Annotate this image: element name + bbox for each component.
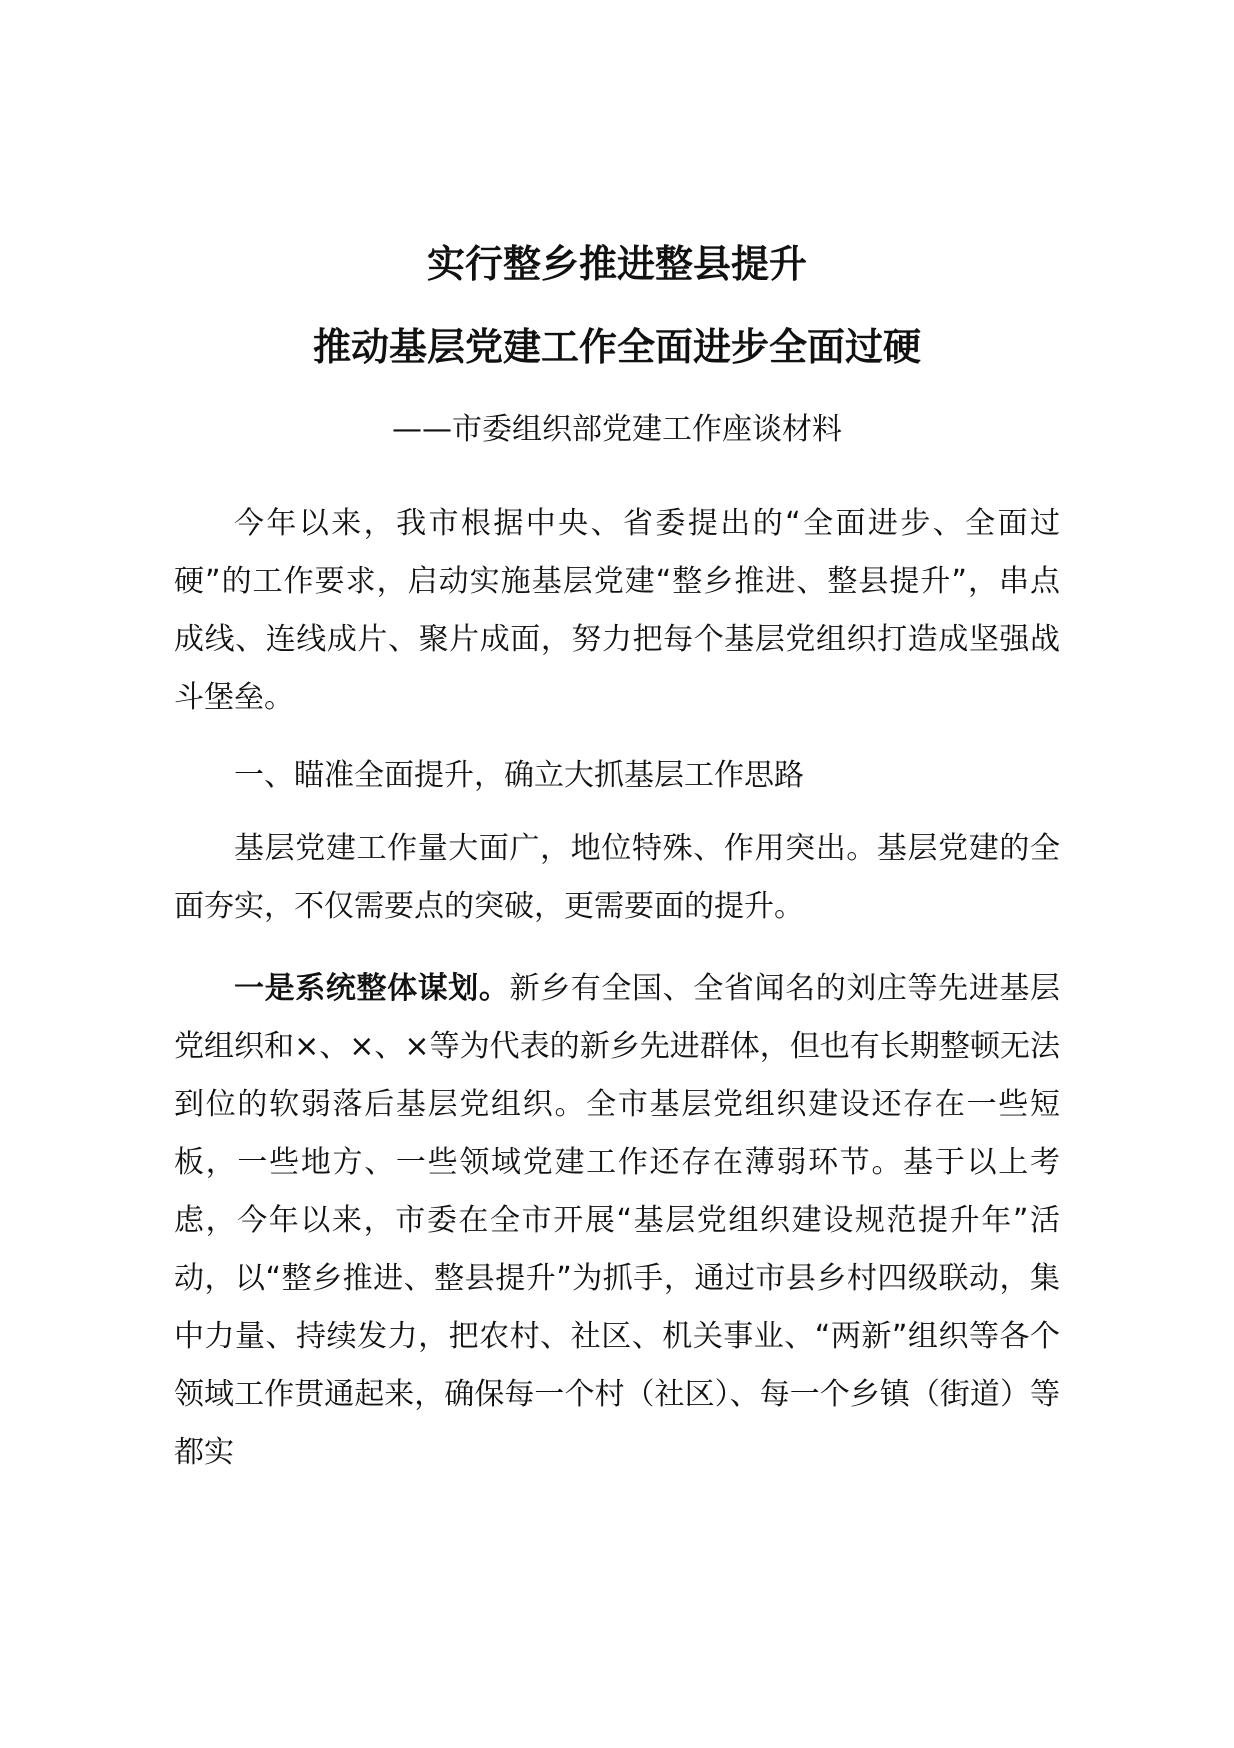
section-heading-1: 一、瞄准全面提升，确立大抓基层工作思路 <box>234 758 804 793</box>
intro-paragraph: 今年以来，我市根据中央、省委提出的“全面进步、全面过硬”的工作要求，启动实施基层党建“整乡推进、整县提升”，串点成线、连线成片、聚片成面，努力把每个基层党组织打造成坚强战斗堡垒。 <box>174 506 1060 715</box>
point-1-paragraph <box>174 960 1060 1482</box>
title-line-1: 实行整乡推进整县提升 <box>426 242 807 286</box>
section-1-paragraph: 基层党建工作量大面广，地位特殊、作用突出。基层党建的全面夯实，不仅需要点的突破，更需要面的提升。 <box>174 831 1060 924</box>
title-line-2: 推动基层党建工作全面进步全面过硬 <box>312 325 921 369</box>
point-1-text: 新乡有全国、全省闻名的刘庄等先进基层党组织和×、×、×等为代表的新乡先进群体，但也有长期整顿无法到位的软弱落后基层党组织。全市基层党组织建设还存在一些短板，一些地方、一些领域党建工作还存在薄弱环节。基于以上考虑，今年以来，市委在全市开展“基层党组织建设规范提升年”活动，以“整乡推进、整县提升”为抓手，通过市县乡村四级联动，集中力量、持续发力，把农村、社区、机关事业、“两新”组织等各个领域工作贯通起来，确保每一个村（社区）、每一个乡镇（街道）等都实 <box>174 971 1061 1470</box>
subtitle: ——市委组织部党建工作座谈材料 <box>392 412 842 447</box>
point-1-lead: 一是系统整体谋划。 <box>234 971 510 1006</box>
